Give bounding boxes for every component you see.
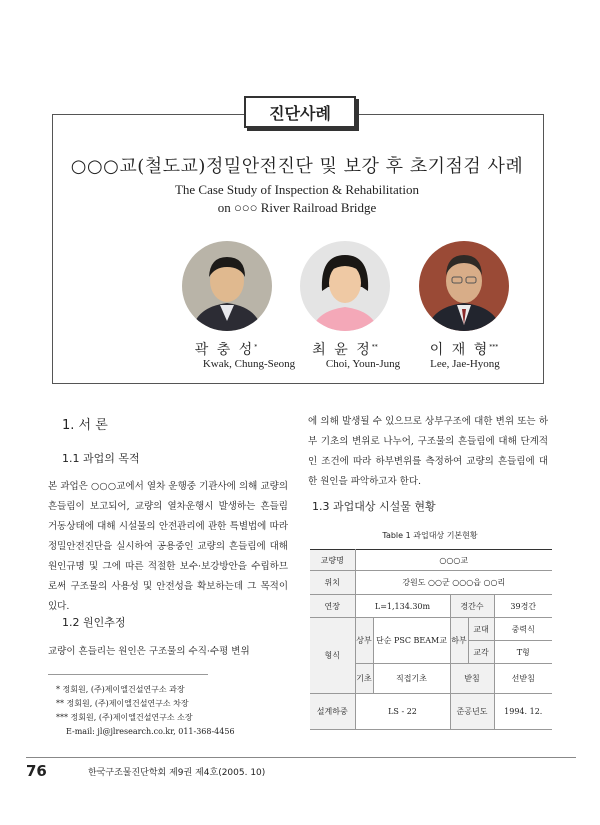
table-header-cell: 상부 (355, 618, 373, 664)
table-row (310, 595, 552, 618)
english-title-line-2: on ○○○ River Railroad Bridge (217, 200, 377, 215)
table-cell: 직접기초 (373, 664, 450, 694)
footnote-marker-1: * (56, 685, 63, 694)
journal-info: 한국구조물진단학회 제9권 제4호(2005. 10) (88, 768, 266, 778)
table-caption: Table 1 과업대상 기본현황 (382, 531, 478, 540)
table-header-cell: 받침 (450, 664, 494, 694)
footnote-email: E-mail: jl@jlresearch.co.kr, 011-368-4456 (66, 727, 235, 736)
author-photo-2 (300, 241, 390, 331)
author-photo-3 (419, 241, 509, 331)
section-heading-1: 1. 서 론 (62, 418, 108, 433)
subsection-heading-1-1: 1.1 과업의 목적 (62, 452, 140, 465)
author-photo-1 (182, 241, 272, 331)
subsection-heading-1-3: 1.3 과업대상 시설물 현황 (312, 500, 436, 513)
table-header-cell: 연장 (310, 595, 355, 618)
table-cell: 39경간 (494, 595, 552, 618)
page-number: 76 (26, 762, 47, 780)
footer-divider (26, 757, 576, 758)
table-cell: 중력식 (494, 618, 552, 641)
table-row (310, 694, 552, 730)
bridge-info-table (310, 549, 552, 730)
korean-title: ○○○교(철도교)정밀안전진단 및 보강 후 초기점검 사례 (70, 156, 524, 177)
table-cell: 단순 PSC BEAM교 (373, 618, 450, 664)
footnote-marker-2: ** (56, 699, 67, 708)
table-cell: 강원도 ○○군 ○○○읍 ○○리 (355, 571, 552, 595)
footnote-divider (48, 674, 208, 675)
author-name-en-2: Choi, Youn-Jung (325, 358, 401, 370)
table-header-cell: 준공년도 (450, 694, 494, 730)
author-name-kr-1: 곽 충 성* (194, 342, 258, 358)
table-cell: 선받침 (494, 664, 552, 694)
author-name-en-3: Lee, Jae-Hyong (430, 358, 500, 370)
paragraph-cause-continued: 에 의해 발생될 수 있으므로 상부구조에 대한 변위 또는 하부 기초의 변위로 나누어, 구조물의 흔들림에 대해 단계적인 조건에 따라 하부변위를 측정하여 교량의 흔들림에 대한 원인을 파악하고자 한다. (308, 416, 548, 487)
table-header-cell: 경간수 (450, 595, 494, 618)
table-row (310, 571, 552, 595)
table-header-cell: 형식 (310, 618, 355, 694)
table-cell: LS - 22 (355, 694, 450, 730)
table-header-cell: 교각 (468, 641, 494, 664)
author-name-kr-2: 최 윤 정** (312, 342, 378, 358)
table-header-cell: 위치 (310, 571, 355, 595)
table-cell: ○○○교 (355, 550, 552, 571)
footnote-3: *** 정회원, (주)제이엘건설연구소 소장 (56, 713, 193, 722)
table-header-cell: 하부 (450, 618, 468, 664)
table-header-cell: 설계하중 (310, 694, 355, 730)
footnotes (56, 683, 296, 739)
english-title-line-1: The Case Study of Inspection & Rehabilitation (174, 182, 420, 197)
table-row (310, 618, 552, 641)
table-header-cell: 교량명 (310, 550, 355, 571)
footnote-1: * 정회원, (주)제이엘건설연구소 과장 (56, 685, 185, 694)
paragraph-purpose: 본 과업은 ○○○교에서 열차 운행중 기관사에 의해 교량의 흔들림이 보고되어, 교량의 열차운행시 발생하는 흔들림 거동상태에 대해 시설물의 안전관리에 관한 특별법에 따라 정밀안전진단을 실시하여 공용중인 교량의 흔들림에 대해 원인규명 및 그에 따른 적절한 보수·보강방안을 수립하므로써 구조물의 사용성 및 안전성을 확보하는데 그 목적이 있다. (48, 481, 288, 612)
author-name-kr-3: 이 재 형*** (429, 342, 499, 358)
table-cell: L=1,134.30m (355, 595, 450, 618)
footnote-marker-3: *** (56, 713, 71, 722)
table-row (310, 550, 552, 571)
table-header-cell: 기초 (355, 664, 373, 694)
table-cell: 1994. 12. (494, 694, 552, 730)
paragraph-cause: 교량이 흔들리는 원인은 구조물의 수직·수평 변위 (48, 646, 250, 657)
table-header-cell: 교대 (468, 618, 494, 641)
table-cell: T형 (494, 641, 552, 664)
author-name-en-1: Kwak, Chung-Seong (202, 358, 296, 370)
subsection-heading-1-2: 1.2 원인추정 (62, 616, 126, 629)
section-badge: 진단사례 (244, 96, 356, 128)
footnote-2: ** 정회원, (주)제이엘건설연구소 차장 (56, 699, 189, 708)
